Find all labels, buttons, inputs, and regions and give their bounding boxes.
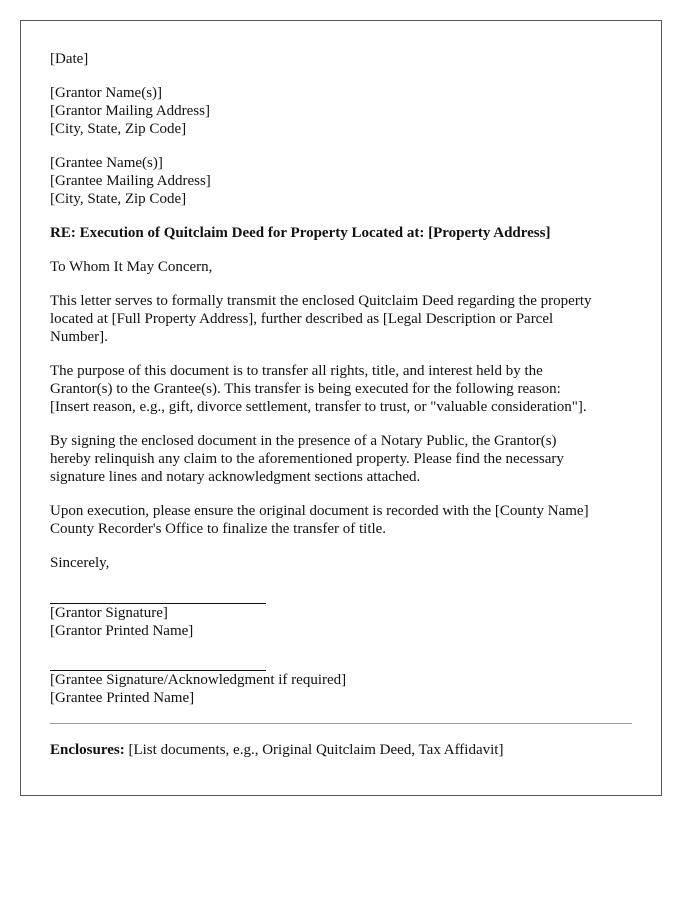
date: [Date] xyxy=(50,51,89,67)
paragraph-line: This letter serves to formally transmit the enclosed Quitclaim Deed regarding the property xyxy=(50,293,592,309)
subject-line: RE: Execution of Quitclaim Deed for Property Located at: [Property Address] xyxy=(50,225,551,241)
paragraph-line: The purpose of this document is to transfer all rights, title, and interest held by the xyxy=(50,363,543,379)
body-paragraph xyxy=(50,432,632,486)
paragraph-line: [Insert reason, e.g., gift, divorce settlement, transfer to trust, or "valuable consideration"]. xyxy=(50,399,587,415)
paragraph-line: Upon execution, please ensure the original document is recorded with the [County Name] xyxy=(50,503,589,519)
closing: Sincerely, xyxy=(50,555,110,571)
enclosures-label: Enclosures: xyxy=(50,742,125,758)
grantor-name: [Grantor Name(s)] xyxy=(50,85,163,101)
enclosures-text: [List documents, e.g., Original Quitclaim Deed, Tax Affidavit] xyxy=(124,742,504,758)
paragraph-line: County Recorder's Office to finalize the transfer of title. xyxy=(50,521,387,537)
grantor-signature-label: [Grantor Signature] xyxy=(50,605,168,621)
grantee-signature-line xyxy=(50,657,266,671)
grantor-address-block xyxy=(50,84,632,138)
divider xyxy=(50,723,632,724)
body-paragraph xyxy=(50,362,632,416)
enclosures xyxy=(50,741,632,759)
paragraph-line: located at [Full Property Address], further described as [Legal Description or Parcel xyxy=(50,311,554,327)
body-paragraph xyxy=(50,502,632,538)
grantor-signature-line xyxy=(50,590,266,604)
grantee-printed-name: [Grantee Printed Name] xyxy=(50,690,195,706)
grantor-city-state-zip: [City, State, Zip Code] xyxy=(50,121,187,137)
paragraph-line: hereby relinquish any claim to the aforementioned property. Please find the necessary xyxy=(50,451,564,467)
paragraph-line: Grantor(s) to the Grantee(s). This transfer is being executed for the following reason: xyxy=(50,381,561,397)
paragraph-line: Number]. xyxy=(50,329,108,345)
grantee-signature-block xyxy=(50,671,632,707)
grantee-name: [Grantee Name(s)] xyxy=(50,155,163,171)
grantor-printed-name: [Grantor Printed Name] xyxy=(50,623,194,639)
grantee-mailing-address: [Grantee Mailing Address] xyxy=(50,173,211,189)
grantee-address-block xyxy=(50,154,632,208)
body-paragraph xyxy=(50,292,632,346)
grantor-signature-block xyxy=(50,604,632,640)
paragraph-line: By signing the enclosed document in the presence of a Notary Public, the Grantor(s) xyxy=(50,433,557,449)
grantee-city-state-zip: [City, State, Zip Code] xyxy=(50,191,187,207)
grantor-mailing-address: [Grantor Mailing Address] xyxy=(50,103,210,119)
grantee-signature-label: [Grantee Signature/Acknowledgment if required] xyxy=(50,672,347,688)
letter xyxy=(20,20,662,796)
salutation: To Whom It May Concern, xyxy=(50,259,213,275)
paragraph-line: signature lines and notary acknowledgment sections attached. xyxy=(50,469,421,485)
